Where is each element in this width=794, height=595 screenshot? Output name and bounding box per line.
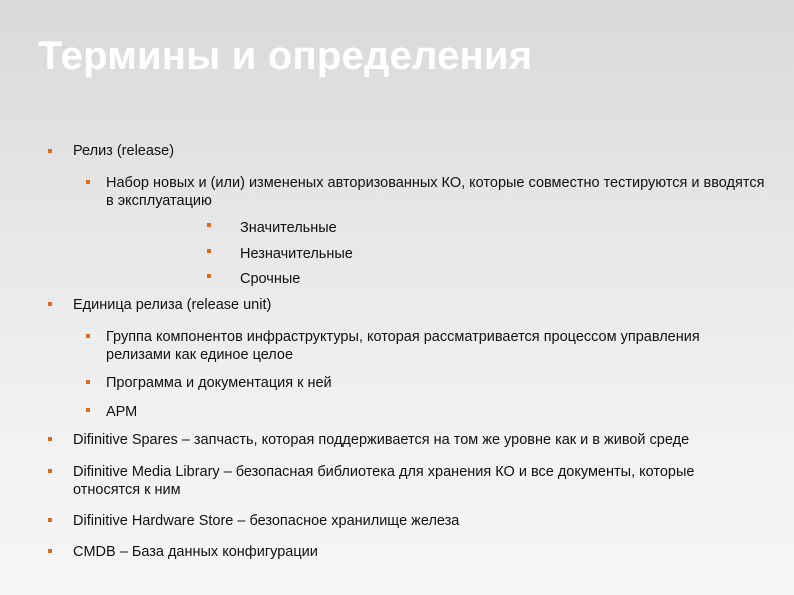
list-item-urgent: Срочные <box>240 271 301 287</box>
bullet-icon <box>207 223 211 227</box>
bullet-icon <box>86 408 90 412</box>
bullet-icon <box>207 274 211 278</box>
bullet-icon <box>48 469 52 473</box>
list-item-definitive-hardware-store: Difinitive Hardware Store – безопасное хранилище железа <box>73 513 460 529</box>
list-item-release: Релиз (release) <box>73 143 175 159</box>
list-item-program-docs: Программа и документация к ней <box>106 375 332 391</box>
list-item-release-definition: Набор новых и (или) измененых авторизованных КО, которые совместно тестируются и вводятся в эксплуатацию <box>106 175 765 209</box>
bullet-icon <box>86 180 90 184</box>
list-item-definitive-media-library: Difinitive Media Library – безопасная библиотека для хранения КО и все документы, которые относятся к ним <box>73 464 695 498</box>
bullet-icon <box>48 149 52 153</box>
list-item-release-unit-definition: Группа компонентов инфраструктуры, которая рассматривается процессом управления релизами как единое целое <box>106 329 700 363</box>
slide-title: Термины и определения <box>38 34 533 78</box>
list-item-release-unit: Единица релиза (release unit) <box>73 297 272 313</box>
list-item-major: Значительные <box>240 220 337 236</box>
list-item-minor: Незначительные <box>240 246 353 262</box>
bullet-icon <box>48 437 52 441</box>
bullet-icon <box>207 249 211 253</box>
list-item-definitive-spares: Difinitive Spares – запчасть, которая поддерживается на том же уровне как и в живой среде <box>73 432 690 448</box>
bullet-icon <box>86 334 90 338</box>
bullet-icon <box>86 380 90 384</box>
list-item-cmdb: CMDB – База данных конфигурации <box>73 544 318 560</box>
list-item-workstation: АРМ <box>106 404 138 420</box>
bullet-icon <box>48 302 52 306</box>
bullet-icon <box>48 518 52 522</box>
bullet-icon <box>48 549 52 553</box>
